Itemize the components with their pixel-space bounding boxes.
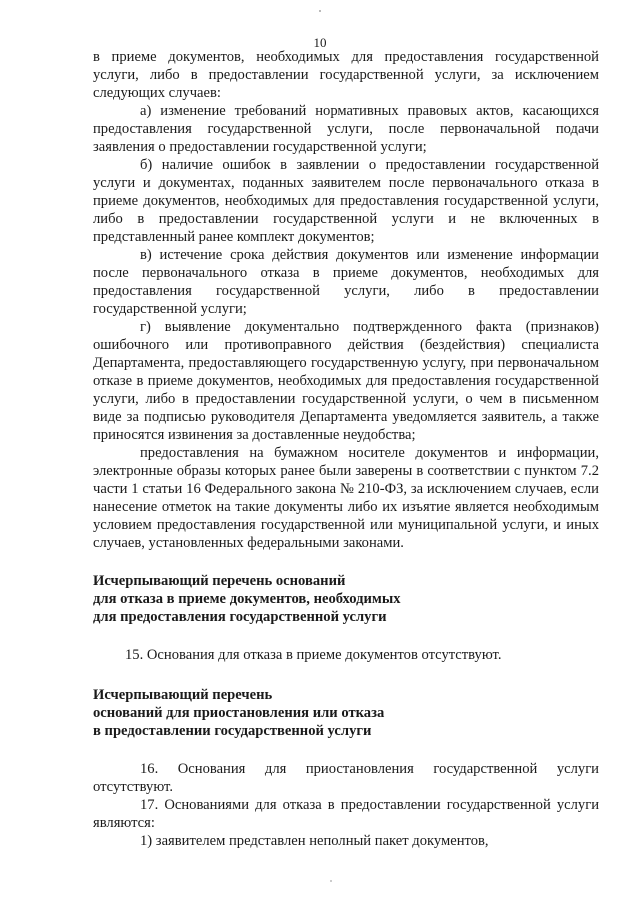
heading-line: в предоставлении государственной услуги (93, 723, 372, 739)
heading-line: Исчерпывающий перечень оснований (93, 573, 346, 589)
heading-line: для отказа в приеме документов, необходимых (93, 591, 401, 607)
paragraph-item-v: в) истечение срока действия документов или изменение информации после первоначального отказа в приеме документов, необходимых для предоставления государственной услуги, либо в предоставлении государственной услуги; (93, 247, 599, 317)
heading-line: для предоставления государственной услуги (93, 609, 387, 625)
item-16: 16. Основания для приостановления государственной услуги отсутствуют. (93, 761, 599, 795)
item-15: 15. Основания для отказа в приеме документов отсутствуют. (125, 647, 502, 663)
paragraph-item-b: б) наличие ошибок в заявлении о предоставлении государственной услуги и документах, поданных заявителем после первоначального отказа в приеме документов, необходимых для предоставления государственной услуги, либо в предоставлении государственной услуги и не включенных в представленный ранее комплект документов; (93, 157, 599, 245)
section-heading-suspension-refusal (93, 686, 599, 740)
scan-artifact (330, 880, 332, 882)
item-17: 17. Основаниями для отказа в предоставлении государственной услуги являются: (93, 797, 599, 831)
page-number: 10 (313, 35, 327, 50)
paragraph-continuation: в приеме документов, необходимых для предоставления государственной услуги, либо в предоставлении государственной услуги, за исключением следующих случаев: (93, 49, 599, 101)
paragraph-item-a: а) изменение требований нормативных правовых актов, касающихся предоставления государственной услуги, после первоначальной подачи заявления о предоставлении государственной услуги; (93, 103, 599, 155)
heading-line: Исчерпывающий перечень (93, 687, 273, 703)
item-17-1: 1) заявителем представлен неполный пакет документов, (140, 833, 489, 849)
paragraph-paper-documents: предоставления на бумажном носителе документов и информации, электронные образы которых ранее были заверены в соответствии с пунктом 7.2 части 1 статьи 16 Федерального закона № 210-ФЗ, за исключением случаев, если нанесение отметок на такие документы либо их изъятие является необходимым условием предоставления государственной или муниципальной услуги, и иных случаев, установленных федеральными законами. (93, 445, 599, 551)
scan-artifact (319, 10, 321, 12)
document-body (93, 48, 599, 850)
paragraph-item-g: г) выявление документально подтвержденного факта (признаков) ошибочного или противоправного действия (бездействия) специалиста Департамента, предоставляющего государственную услугу, при первоначальном отказе в приеме документов, необходимых для предоставления государственной услуги, либо в предоставлении государственной услуги, о чем в письменном виде за подписью руководителя Департамента уведомляется заявитель, а также приносятся извинения за доставленные неудобства; (93, 319, 599, 443)
heading-line: оснований для приостановления или отказа (93, 705, 385, 721)
section-heading-refusal-acceptance (93, 572, 599, 626)
